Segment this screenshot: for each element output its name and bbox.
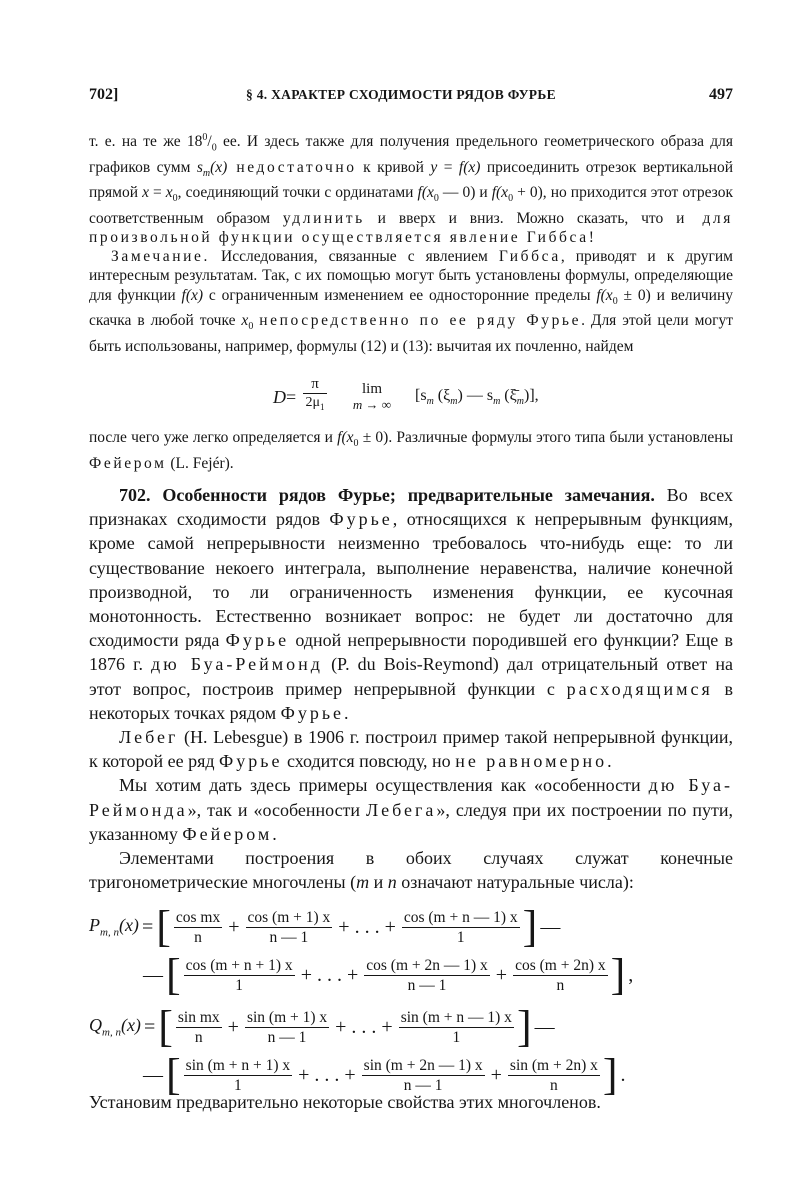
paragraph-fejer: после чего уже легко определяется и $f(x_0 \pm 0)$. Различные формулы этого типа были установлены Фейером (L. Fejér). (89, 429, 733, 472)
closing-sentence: Установим предварительно некоторые свойства этих многочленов. (89, 1092, 601, 1112)
formula-d: D= π $2\mu_1$ lim m → ∞ [$s_m$ $(\xi_m)$ — $s_m$ $(\xī_m)$], (273, 376, 539, 412)
paragraph-elements: Элементами построения в обоих случаях служат конечные тригонометрические многочлены (m и n означают натуральные числа): (89, 848, 733, 893)
paragraph-remark: Замечание. Исследования, связанные с явлением Гиббса, приводят и к другим интересным результатам. Так, с их помощью могут быть установлены формулы, определяющие для функции f(x) с ограниченным изменением ее односторонние пределы $f(x_0 \pm 0)$ и величину скачка в любой точке $x_0$ непосредственно по ее ряду Фурье. Для этой цели могут быть использованы, например, формулы (12) и (13): вычитая их почленно, найдем (89, 248, 734, 355)
header-section-number: 702] (89, 86, 119, 103)
formula-q-line1: $Q_{m, n}(x)$ =[ $\frac{\text{sin mx}}{n}$ + $\frac{\sin (m + 1) x}{n — 1}$ + . . . + $\frac{\sin (m + n — 1) x}{1}$ ] — (89, 1002, 555, 1051)
section-702: 702. Особенности рядов Фурье; предварительные замечания. Во всех признаках сходимости рядов Фурье, относящихся к непрерывным функциям, кроме самой непрерывности неизменно требовалось что-нибудь еще: то ли существование некоего интеграла, выполнение неравенства, наличие конечной производной, то ли ограниченность изменения функции, ее кусочная монотонность. Естественно возникает вопрос: не будет ли достаточно для сходимости ряда Фурье одной непрерывности породившей его функции? Еще в 1876 г. дю Буа-Реймонд (P. du Bois-Reymond) дал отрицательный ответ на этот вопрос, построив пример непрерывной функции с расходящимся в некоторых точках рядом Фурье. Лебег (H. Lebesgue) в 1906 г. построил пример такой непрерывной функции, к которой ее ряд Фурье сходится повсюду, но не равномерно. Мы хотим дать здесь примеры осуществления как «особенности дю Буа-Реймонда», так и «особенности Лебега», следуя при их построении по пути, указанному Фейером. Элементами построения в обоих случаях служат конечные тригонометрические многочлены (m и n означают натуральные числа): (89, 483, 733, 894)
paragraph-lebesgue: Лебег (H. Lebesgue) в 1906 г. построил пример такой непрерывной функции, к которой ее ряд Фурье сходится повсюду, но не равномерно. (89, 727, 733, 772)
formula-q-line2: —[ $\frac{\sin (m + n + 1) x}{1}$ + . . . + $\frac{\sin (m + 2n — 1) x}{n — 1}$ + $\frac{\sin (m + 2n) x}{n}$ ] . (143, 1050, 626, 1099)
header-title: § 4. ХАРАКТЕР СХОДИМОСТИ РЯДОВ ФУРЬЕ (246, 87, 556, 102)
paragraph-examples: Мы хотим дать здесь примеры осуществления как «особенности дю Буа-Реймонда», так и «особенности Лебега», следуя при их построении по пути, указанному Фейером. (89, 775, 733, 844)
running-header (0, 86, 799, 110)
section-heading: 702. Особенности рядов Фурье; предварительные замечания. (119, 485, 655, 505)
page-number: 497 (709, 86, 733, 103)
formula-p-line2: —[ $\frac{\cos (m + n + 1) x}{1}$ + . . . + $\frac{\cos (m + 2n — 1) x}{n — 1}$ + $\frac{\cos (m + 2n) x}{n}$ ] , (143, 950, 634, 999)
paragraph-gibbs: т. е. на те же $18^0/_0$ ее. И здесь также для получения предельного геометрического образа для графиков сумм $s_m(x)$ недостаточно к кривой y = f(x) присоединить отрезок вертикальной прямой $x = x_0$, соединяющий точки с ординатами $f(x_0$ — 0) и $f(x_0 + 0)$, но приходится этот отрезок соответственным образом удлинить и вверх и вниз. Можно сказать, что и для произвольной функции осуществляется явление Гиббса! (89, 132, 733, 247)
formula-p-line1: $P_{m, n}(x)$ =[ $\frac{\text{cos mx}}{n}$ + $\frac{\cos (m + 1) x}{n — 1}$ + . . . + $\frac{\cos (m + n — 1) x}{1}$ ] — (89, 902, 561, 951)
